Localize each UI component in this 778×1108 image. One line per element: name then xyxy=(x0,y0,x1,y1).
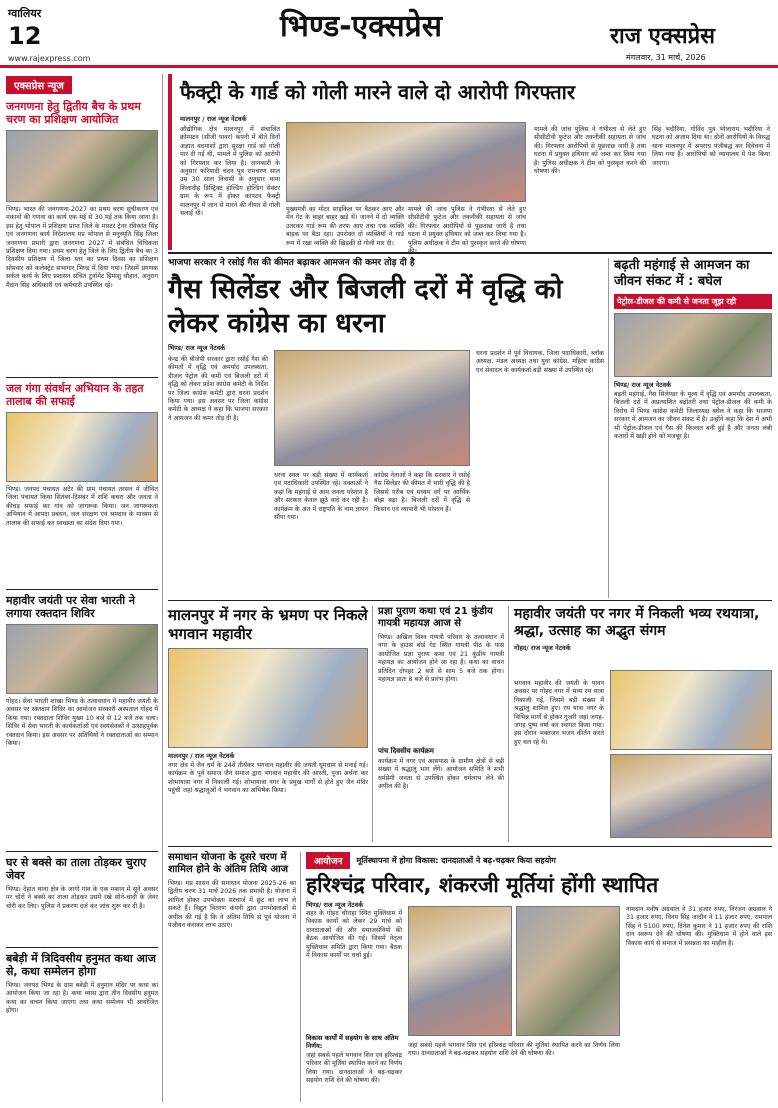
sidebar-story-4-headline[interactable]: घर से बक्से का ताला तोड़कर चुराए जेवर xyxy=(6,856,147,882)
harishchandra-body-1: शहर के गोहद चौराहा स्थित मुक्तिधाम में विकास कार्यों को लेकर 29 मार्च को दानदाताओं की और समाजसेवियों की बैठक आयोजित की गई। जिसमें नेतृत्व मुक्तिधाम समिति द्वारा किया गया। बैठक में विकास कार्यों पर चर्चा हुई। xyxy=(306,910,402,960)
gas-body-3: कांग्रेस नेताओं ने कहा कि सरकार ने रसोई गैस सिलेंडर की कीमत में भारी वृद्धि की है जिससे गरीब एवं मध्यम वर्ग पर आर्थिक बोझ बढ़ा है। बिजली दरों में वृद्धि से किसान एवं व्यापारी भी परेशान हैं। xyxy=(374,472,470,513)
samadhan-body: भिण्ड। मप्र शासन की समाधान योजना 2025-26 का द्वितीय चरण 31 मार्च 2026 तक प्रभावी है। योजना में शामिल होकर उपभोक्ता सरचार्ज में छूट का लाभ ले सकते हैं। विद्युत वितरण कंपनी द्वारा उपभोक्ताओं से अपील की गई है कि वे अंतिम तिथि से पूर्व योजना में पंजीयन कराकर लाभ उठाएं। xyxy=(168,880,296,930)
divider xyxy=(6,589,158,590)
gas-story xyxy=(168,258,604,598)
lead-body-4: सिंह भदौरिया, गोविंद पुत्र भोलाराम भदौरिया ने घटना को अंजाम दिया था। दोनों आरोपियों के विरुद्ध थाना मालनपुर में अपराध पंजीबद्ध कर विवेचना में लिया गया है। आरोपियों को न्यायालय में पेश किया जाएगा। xyxy=(652,126,770,167)
section-tag: आयोजन xyxy=(306,852,350,869)
column-divider xyxy=(300,852,301,1102)
divider xyxy=(6,851,158,852)
column-divider xyxy=(162,74,163,1102)
newspaper-name: राज एक्सप्रेस xyxy=(610,24,715,49)
lead-body-1: औद्योगिक क्षेत्र मालनपुर में संचालित क्रोम्पटन (सीजी पावर) कंपनी में बीते दिनों अज्ञात बदमाशों द्वारा सुरक्षा गार्ड को गोली मार दी गई थी, मामले में पुलिस को आरोपी को गिरफ्तार कर लिया है। जानकारी के अनुसार फरियादी चंदन पुत्र रामचरण साल उम्र 30 साल निवासी के अनुसार थाना शिलादीह डिस्ट्रिक्ट होल्डिंग होल्डिंग सेक्टर ग्राम के रूप में होकर कांपटन फैक्ट्री मालनपुर में जान से मारने की नीयत से गोली चलाई थी। xyxy=(180,126,280,218)
harishchandra-kicker: मूर्तिस्थापना में होगा विकास: दानदाताओं ने बढ़-चढ़कर किया सहयोग xyxy=(356,856,556,865)
baghel-subhead: पेट्रोल-डीजल की कमी से जनता जूझ रही xyxy=(614,294,772,309)
sidebar-story-5-headline[interactable]: बबेड़ी में त्रिदिवसीय हनुमत कथा आज से, कथा सम्मेलन होगा xyxy=(6,952,156,978)
meeting-photo xyxy=(408,906,512,1036)
gas-byline: भिण्ड/ राज न्यूज नेटवर्क xyxy=(168,344,226,352)
samadhan-headline[interactable]: समाधान योजना के दूसरे चरण में शामिल होने के अंतिम तिथि आज xyxy=(168,852,289,875)
lead-byline: मालनपुर / राज न्यूज नेटवर्क xyxy=(180,115,247,123)
harishchandra-body-3: नामदान मनीष अग्रवाल ने 31 हजार रुपए, निरंजन अग्रवाल ने 31 हजार रुपए, विनय सिंह जादौन ने 11 हजार रुपए, रामपाल सिंह ने 5100 रुपए, दिनेश कुमार ने 11 हजार रुपए की राशि दान स्वरूप देने की घोषणा की। मुक्तिधाम में होने वाले इस विकास कार्य से समाज में प्रसन्नता का माहौल है। xyxy=(626,906,772,947)
prajna-body-2: कार्यक्रम में नगर एवं आसपास के ग्रामीण क्षेत्रों से बड़ी संख्या में श्रद्धालु भाग लेंगे। आयोजन समिति ने सभी धर्मप्रेमी जनता से उपस्थित होकर धर्मलाभ लेने की अपील की है। xyxy=(378,758,504,791)
rath-yatra-photo xyxy=(610,670,772,750)
edition-city: ग्वालियर xyxy=(8,7,42,20)
column-divider xyxy=(372,606,373,842)
harishchandra-subhead: विकास कार्यों में सहयोग के साथ अंतिम निर्णय: xyxy=(306,1034,399,1050)
harishchandra-headline[interactable]: हरिश्चंद्र परिवार, शंकरजी मूर्तियां होंगी स्थापित xyxy=(306,873,659,897)
sidebar-story-2-headline[interactable]: जल गंगा संवर्धन अभियान के तहत तालाब की सफाई xyxy=(6,382,144,408)
sidebar-label: एक्सप्रेस न्यूज xyxy=(6,76,72,94)
harishchandra-story xyxy=(306,852,772,1102)
baghel-body: बढ़ती महंगाई, गैस सिलेण्डर के मूल्य में वृद्धि एवं अमर्याद उपलब्धता, बिजली दरों में अप्रत्याशित बढ़ोतरी तथा पेट्रोल-डीजल की कमी के विरोध में भिण्ड कांग्रेस कमेटी जिलाध्यक्ष बघेल ने कहा कि भाजपा सरकार में आमजन का जीवन संकट में है। उन्होंने कहा कि देश में अभी भी पेट्रोल-डीजल एवं गैस की किल्लत बनी हुई है और जनता लंबी कतारों में खड़ी होने को मजबूर है। xyxy=(614,391,772,441)
baghel-photo xyxy=(614,313,772,377)
prajna-subhead: पांच दिवसीय कार्यक्रम xyxy=(378,747,434,755)
gas-body-2: धरना स्थल पर बड़ी संख्या में कार्यकर्ता एवं पदाधिकारी उपस्थित रहे। वक्ताओं ने कहा कि महंगाई से आम जनता परेशान है और सरकार केवल झूठे वादे कर रही है। कार्यक्रम के अंत में राष्ट्रपति के नाम ज्ञापन सौंपा गया। xyxy=(274,472,368,522)
sidebar-story-2-body: भिण्ड। जनपद पंचायत अटेर की ग्राम पंचायत तरसन में जीवित जिला पंचायत किया सितंबर-दिसंबर में राशि कचरा और जनता ने कीचड़ सफाई कर गांव को जागरूक किया। जन जागरूकता अभियान में आपदा प्रबंधन, जल संरक्षण एवं श्रमदान के माध्यम से तालाब की सफाई कर स्वच्छता का संदेश दिया गया। xyxy=(6,486,158,527)
lead-story xyxy=(168,74,772,250)
crematorium-photo xyxy=(516,906,620,1036)
mahavir-headline[interactable]: महावीर जयंती पर नगर में निकली भव्य रथयात्रा, श्रद्धा, उत्साह का अद्भुत संगम xyxy=(514,606,760,639)
page-number: 12 xyxy=(8,22,42,50)
gas-headline[interactable]: गैस सिलेंडर और बिजली दरों में वृद्धि को लेकर कांग्रेस का धरना xyxy=(168,274,563,339)
divider xyxy=(168,252,772,254)
pond-cleaning-photo xyxy=(6,412,158,482)
lead-body-2: मुख्यमंत्री का मोटर साइकिल पर बैठकर आए और मेन गेट के बाहर बाहर खड़े थे। जानने में दो व्यक्ति उतरकर गार्ड रूम की तरफ आए तथा एक व्यक्ति बाइक पर बैठा रहा। उपरोक्त दो व्यक्तियों ने गार्ड रूम में रखा व्यक्ति की खिड़की से गोली मार दी। xyxy=(286,206,404,247)
column-divider xyxy=(508,606,509,842)
prajna-headline[interactable]: प्रज्ञा पुराण कथा एवं 21 कुंडीय गायत्री महायज्ञ आज से xyxy=(378,606,493,629)
lead-body-3: मामले की जांच पुलिस ने गंभीरता से लेते हुए सीसीटीवी फुटेज और तकनीकी सहायता से जांच की। गिरफ्तार आरोपियों से पूछताछ जारी है तथा घटना में प्रयुक्त हथियार को जब्त कर लिया गया है। पुलिस अधीक्षक ने टीम को पुरस्कृत करने की घोषणा xyxy=(408,206,526,247)
samadhan-story xyxy=(168,852,296,1102)
divider xyxy=(6,377,158,378)
sidebar-story-4-body: भिण्ड। देहात थाना क्षेत्र के जागो गांव के एक मकान में सूने अवसर पर चोरों ने बक्से का ताला तोड़कर उसमें रखे सोने-चांदी के जेवर चोरी कर लिए। पुलिस ने प्रकरण दर्ज कर जांच शुरू कर दी है। xyxy=(6,886,158,910)
devotees-photo xyxy=(610,754,772,838)
gas-body-4: धरना प्रदर्शन में पूर्व विधायक, जिला पदाधिकारी, ब्लॉक अध्यक्ष, मंडल अध्यक्ष तथा युवा कांग्रेस, महिला कांग्रेस एवं सेवादल के कार्यकर्ता बड़ी संख्या में उपस्थित रहे। xyxy=(476,350,604,374)
brand-title: भिण्ड-एक्सप्रेस xyxy=(280,9,443,44)
arrest-photo xyxy=(286,122,526,202)
lead-headline[interactable]: फैक्ट्री के गार्ड को गोली मारने वाले दो आरोपी गिरफ्तार xyxy=(180,80,576,104)
prajna-story xyxy=(378,606,504,842)
prajna-body: भिण्ड। अखिल विश्व गायत्री परिवार के तत्वावधान में नगर के हाउस बोर्ड गेट स्थित गायत्री पीठ के पास आयोजित प्रज्ञा पुराण कथा एवं 21 कुंडीय गायत्री महायज्ञ का आयोजन होने जा रहा है। कथा का वाचन प्रतिदिन दोपहर 2 बजे से शाम 5 बजे तक होगा। महायज्ञ प्रातः 8 बजे से प्रारंभ होगा। xyxy=(378,634,504,684)
sidebar-story-3-body: गोहद। सेवा भारती शाखा भिण्ड के तत्वावधान में महावीर जयंती के अवसर पर रक्तदान शिविर का आयोजन सरकारी अस्पताल गोहद में किया गया। रक्तदाता शिविर मुख्य 10 बजे से 12 बजे तक चला। शिविर में सेवा भारती के कार्यकर्ताओं एवं स्वयंसेवकों ने उत्साहपूर्वक रक्तदान किया। इस अवसर पर अतिथियों ने रक्तदाताओं का सम्मान किया। xyxy=(6,698,158,748)
gas-body-1: केन्द्र की बीजेपी सरकार द्वारा रसोई गैस की कीमतों में वृद्धि एवं अमर्याद उपलब्धता, डीजल पेट्रोल की कमी एवं बिजली दरों में वृद्धि को लेकर प्रदेश कांग्रेस कमेटी के निर्देश पर जिला कांग्रेस कमेटी द्वारा धरना प्रदर्शन किया गया। इस अवसर पर जिला कांग्रेस कमेटी के अध्यक्ष ने कहा कि भाजपा सरकार ने आमजन की कमर तोड़ दी है। xyxy=(168,356,268,422)
divider xyxy=(6,947,158,948)
mahavir-byline: गोहद/ राज न्यूज नेटवर्क xyxy=(514,644,571,652)
malanpur-headline[interactable]: मालनपुर में नगर के भ्रमण पर निकले भगवान महावीर xyxy=(168,606,368,643)
malanpur-story xyxy=(168,606,368,846)
lead-body-3b: मामले की जांच पुलिस ने गंभीरता से लेते हुए सीसीटीवी फुटेज और तकनीकी सहायता से जांच की। गिरफ्तार आरोपियों से पूछताछ जारी है तथा घटना में प्रयुक्त हथियार को जब्त कर लिया गया है। पुलिस अधीक्षक ने टीम को पुरस्कृत करने की घोषणा की। xyxy=(534,126,646,176)
sidebar-story-1-body: भिण्ड। भारत की जनगणना-2027 का प्रथम चरण सुचीकरण एवं मकानों की गणना का कार्य एक मई से 30 मई तक किया जाना है। इस हेतु भोपाल में प्रशिक्षण प्राप्त जिले के मास्टर ट्रेनर रविकांत सिंह एवं जनगणना कार्य निदेशालय मप्र भोपाल से मनुस्मृति सिंह जिला जनगणना प्रभारी द्वारा जनगणना 2027 में संबंधित विधिकता प्रशिक्षण दिया गया। प्रथम चरण हेतु जिले के लिए द्वितीय बैच का 3 दिवसीय प्रशिक्षण में जिला स्तर का प्रथम दिवस का प्रशिक्षण सोमवार को कलेक्ट्रेट सभागार भिण्ड में दिया गया। जिसमें प्रगणक सर्कल कार्य के लिए प्रशासन संचित टूर्नामेंट हिमांशु चौहान, अनुराग मैदान सिंह अधिकारी एवं कर्मचारी उपस्थित रहे। xyxy=(6,206,158,289)
gas-kicker: भाजपा सरकार ने रसोई गैस की कीमत बढ़ाकर आमजन की कमर तोड़ दी है xyxy=(168,258,415,268)
issue-date: मंगलवार, 31 मार्च, 2026 xyxy=(626,53,706,62)
baghel-headline[interactable]: बढ़ती महंगाई से आमजन का जीवन संकट में : बघेल xyxy=(614,258,750,289)
mahavir-story xyxy=(514,606,772,842)
harishchandra-body-2b: जहां सबसे पहले भगवान शिव एवं हरिश्चंद्र परिवार की मूर्तियां स्थापित करने का निर्णय लिया गया। दानदाताओं ने बढ़-चढ़कर सहयोग राशि देने की घोषणा की। xyxy=(408,1042,620,1058)
masthead xyxy=(0,0,778,68)
column-divider xyxy=(608,258,609,598)
sidebar-story-3-headline[interactable]: महावीर जयंती पर सेवा भारती ने लगाया रक्तदान शिविर xyxy=(6,594,135,620)
sidebar-story-1-headline[interactable]: जनगणना हेतु द्वितीय बैच के प्रथम चरण का प्रशिक्षण आयोजित xyxy=(6,100,141,126)
divider xyxy=(168,846,772,847)
procession-photo xyxy=(168,648,368,748)
sidebar-story-5-body: भिण्ड। जनपद भिण्ड के ग्राम बबेड़ी में हनुमान मंदिर पर कथा का आयोजन किया जा रहा है। कथा व्यास द्वारा तीन दिवसीय हनुमत कथा का वाचन किया जाएगा तथा कथा सम्मेलन भी आयोजित होगा। xyxy=(6,982,158,1015)
harishchandra-body-2: जहां सबसे पहले भगवान शिव एवं हरिश्चंद्र परिवार की मूर्तियां स्थापित करने का निर्णय लिया गया। दानदाताओं ने बढ़-चढ़कर सहयोग राशि देने की घोषणा की। xyxy=(306,1052,402,1085)
divider xyxy=(168,600,772,601)
mahavir-body: भगवान महावीर की जयंती के पावन अवसर पर गोहद नगर में भव्य रथ यात्रा निकाली गई, जिसमें बड़ी संख्या में श्रद्धालु शामिल हुए। रथ यात्रा नगर के विभिन्न मार्गों से होकर गुजरी जहां जगह-जगह पुष्प वर्षा कर स्वागत किया गया। इस दौरान भक्तजन भजन कीर्तन करते हुए चल रहे थे। xyxy=(514,680,604,746)
website-link[interactable]: www.rajexpress.com xyxy=(8,54,91,63)
blood-donation-photo xyxy=(6,624,158,694)
malanpur-byline: मालनपुर / राज न्यूज नेटवर्क xyxy=(168,752,235,760)
baghel-story xyxy=(614,258,772,598)
census-training-photo xyxy=(6,130,158,202)
baghel-byline: भिण्ड/ राज न्यूज नेटवर्क xyxy=(614,381,672,389)
protest-photo xyxy=(274,350,470,466)
sidebar xyxy=(6,74,158,1102)
malanpur-body: नगर क्षेत्र में जैन धर्म के 24वें तीर्थंकर भगवान महावीर की जयंती धूमधाम से मनाई गई। कार्यक्रम के पूर्व समाज जैन समाज द्वारा भगवान महावीर की आरती, पूजा अर्चना कर शोभायात्रा नगर में निकाली गई। शोभायात्रा नगर के प्रमुख मार्गों से होते हुए जैन मंदिर पहुंची जहां श्रद्धालुओं ने भगवान का अभिषेक किया। xyxy=(168,762,368,795)
harishchandra-byline: भिण्ड/ राज न्यूज नेटवर्क xyxy=(306,901,364,909)
